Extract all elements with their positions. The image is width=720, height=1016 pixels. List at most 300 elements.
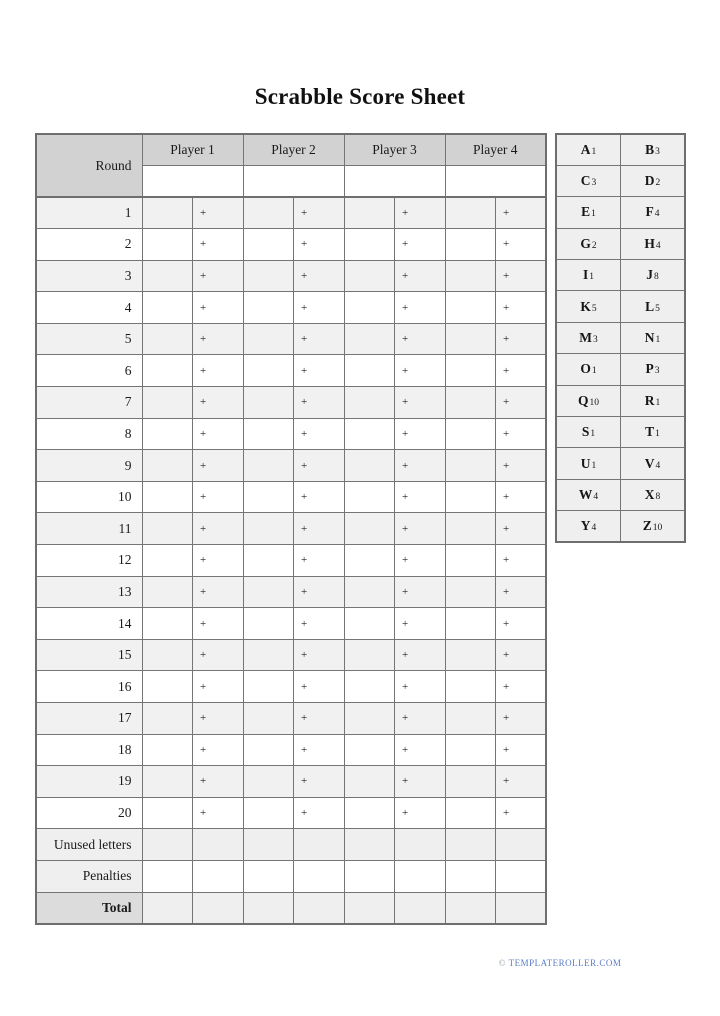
letter-value-row bbox=[556, 354, 685, 385]
player-4-score-cell[interactable] bbox=[445, 481, 496, 513]
player-3-bonus-cell[interactable]: + bbox=[395, 513, 446, 545]
player-1-score-cell[interactable] bbox=[142, 703, 193, 735]
player-2-score-cell[interactable] bbox=[243, 608, 294, 640]
player-1-bonus-cell[interactable]: + bbox=[193, 260, 244, 292]
player-3-score-cell[interactable] bbox=[344, 513, 395, 545]
player-4-score-cell[interactable] bbox=[445, 734, 496, 766]
player-3-score-cell[interactable] bbox=[344, 576, 395, 608]
player-1-score-cell[interactable] bbox=[142, 545, 193, 577]
letter-point-value: 1 bbox=[655, 429, 660, 440]
total-value-cell[interactable] bbox=[496, 892, 547, 924]
player-2-score-cell[interactable] bbox=[243, 671, 294, 703]
player-3-bonus-cell[interactable]: + bbox=[395, 608, 446, 640]
letter-value-cell bbox=[556, 385, 621, 416]
letter-point-value: 3 bbox=[655, 146, 660, 157]
round-row bbox=[36, 703, 546, 735]
player-2-score-cell[interactable] bbox=[243, 387, 294, 419]
player-2-score-cell[interactable] bbox=[243, 513, 294, 545]
player-3-bonus-cell[interactable]: + bbox=[395, 197, 446, 229]
player-2-score-cell[interactable] bbox=[243, 734, 294, 766]
letter-point-value: 4 bbox=[655, 240, 661, 251]
player-2-header: Player 2 bbox=[243, 134, 344, 165]
player-4-score-cell[interactable] bbox=[445, 671, 496, 703]
letter-glyph: A bbox=[580, 141, 591, 157]
player-1-bonus-cell[interactable]: + bbox=[193, 576, 244, 608]
player-1-score-cell[interactable] bbox=[142, 229, 193, 261]
player-3-score-cell[interactable] bbox=[344, 766, 395, 798]
letter-glyph: L bbox=[645, 298, 655, 314]
player-4-bonus-cell[interactable]: + bbox=[496, 229, 547, 261]
player-2-name-cell[interactable] bbox=[243, 165, 344, 197]
round-row bbox=[36, 387, 546, 419]
player-3-bonus-cell[interactable]: + bbox=[395, 229, 446, 261]
letter-point-value: 2 bbox=[655, 178, 661, 189]
player-2-bonus-cell[interactable]: + bbox=[294, 639, 345, 671]
player-3-bonus-cell[interactable]: + bbox=[395, 481, 446, 513]
player-4-bonus-cell[interactable]: + bbox=[496, 260, 547, 292]
player-2-bonus-cell[interactable]: + bbox=[294, 260, 345, 292]
player-3-bonus-cell[interactable]: + bbox=[395, 671, 446, 703]
player-4-bonus-cell[interactable]: + bbox=[496, 513, 547, 545]
penalties-value-cell[interactable] bbox=[193, 860, 244, 892]
player-1-bonus-cell[interactable]: + bbox=[193, 703, 244, 735]
round-number-cell: 17 bbox=[36, 703, 142, 735]
round-number-cell: 3 bbox=[36, 260, 142, 292]
round-row bbox=[36, 545, 546, 577]
letter-value-cell bbox=[621, 134, 686, 165]
player-3-bonus-cell[interactable]: + bbox=[395, 418, 446, 450]
player-1-score-cell[interactable] bbox=[142, 608, 193, 640]
round-number-cell: 18 bbox=[36, 734, 142, 766]
player-3-bonus-cell[interactable]: + bbox=[395, 639, 446, 671]
penalties-value-cell[interactable] bbox=[344, 860, 395, 892]
player-3-score-cell[interactable] bbox=[344, 639, 395, 671]
round-number-cell: 8 bbox=[36, 418, 142, 450]
unused-value-cell[interactable] bbox=[243, 829, 294, 861]
letter-value-cell bbox=[621, 165, 686, 196]
letter-value-cell bbox=[621, 322, 686, 353]
player-2-bonus-cell[interactable]: + bbox=[294, 387, 345, 419]
letter-value-row bbox=[556, 511, 685, 542]
letter-value-row bbox=[556, 228, 685, 259]
player-2-bonus-cell[interactable]: + bbox=[294, 292, 345, 324]
player-2-score-cell[interactable] bbox=[243, 197, 294, 229]
letter-point-value: 4 bbox=[591, 523, 597, 534]
player-4-bonus-cell[interactable]: + bbox=[496, 545, 547, 577]
player-3-score-cell[interactable] bbox=[344, 481, 395, 513]
player-1-score-cell[interactable] bbox=[142, 197, 193, 229]
player-1-bonus-cell[interactable]: + bbox=[193, 197, 244, 229]
letter-value-cell bbox=[621, 291, 686, 322]
round-row bbox=[36, 260, 546, 292]
player-2-bonus-cell[interactable]: + bbox=[294, 576, 345, 608]
penalties-value-cell[interactable] bbox=[445, 860, 496, 892]
round-row bbox=[36, 671, 546, 703]
player-1-score-cell[interactable] bbox=[142, 797, 193, 829]
round-number-cell: 7 bbox=[36, 387, 142, 419]
letter-value-cell bbox=[621, 448, 686, 479]
letter-point-value: 4 bbox=[654, 209, 660, 220]
player-4-score-cell[interactable] bbox=[445, 229, 496, 261]
player-1-bonus-cell[interactable]: + bbox=[193, 734, 244, 766]
player-4-bonus-cell[interactable]: + bbox=[496, 418, 547, 450]
letter-glyph: V bbox=[644, 455, 655, 471]
player-3-bonus-cell[interactable]: + bbox=[395, 260, 446, 292]
round-number-cell: 1 bbox=[36, 197, 142, 229]
player-1-score-cell[interactable] bbox=[142, 418, 193, 450]
letter-point-value: 10 bbox=[589, 397, 599, 408]
letter-value-row bbox=[556, 260, 685, 291]
player-2-bonus-cell[interactable]: + bbox=[294, 229, 345, 261]
player-3-bonus-cell[interactable]: + bbox=[395, 292, 446, 324]
letter-glyph: D bbox=[644, 173, 655, 189]
round-column-header: Round bbox=[36, 134, 142, 197]
round-number-cell: 16 bbox=[36, 671, 142, 703]
letter-glyph: C bbox=[580, 173, 591, 189]
player-3-bonus-cell[interactable]: + bbox=[395, 323, 446, 355]
round-row bbox=[36, 766, 546, 798]
player-1-name-cell[interactable] bbox=[142, 165, 243, 197]
player-3-bonus-cell[interactable]: + bbox=[395, 355, 446, 387]
letter-value-cell bbox=[556, 165, 621, 196]
player-3-score-cell[interactable] bbox=[344, 292, 395, 324]
letter-value-cell bbox=[621, 479, 686, 510]
letter-value-cell bbox=[556, 479, 621, 510]
unused-value-cell[interactable] bbox=[294, 829, 345, 861]
letter-glyph: Z bbox=[642, 518, 652, 534]
letter-value-cell bbox=[556, 260, 621, 291]
player-4-score-cell[interactable] bbox=[445, 703, 496, 735]
player-3-bonus-cell[interactable]: + bbox=[395, 387, 446, 419]
letter-value-row bbox=[556, 448, 685, 479]
player-3-score-cell[interactable] bbox=[344, 197, 395, 229]
penalties-value-cell[interactable] bbox=[294, 860, 345, 892]
round-number-cell: 15 bbox=[36, 639, 142, 671]
unused-row bbox=[36, 829, 546, 861]
total-value-cell[interactable] bbox=[445, 892, 496, 924]
player-4-bonus-cell[interactable]: + bbox=[496, 608, 547, 640]
player-2-bonus-cell[interactable]: + bbox=[294, 766, 345, 798]
letter-value-cell bbox=[556, 322, 621, 353]
letter-point-value: 5 bbox=[655, 303, 660, 314]
total-value-cell[interactable] bbox=[243, 892, 294, 924]
player-3-bonus-cell[interactable]: + bbox=[395, 576, 446, 608]
player-1-score-cell[interactable] bbox=[142, 292, 193, 324]
player-3-score-cell[interactable] bbox=[344, 387, 395, 419]
player-4-bonus-cell[interactable]: + bbox=[496, 734, 547, 766]
player-2-bonus-cell[interactable]: + bbox=[294, 197, 345, 229]
letter-point-value: 5 bbox=[591, 303, 597, 314]
player-4-score-cell[interactable] bbox=[445, 545, 496, 577]
penalties-value-cell[interactable] bbox=[243, 860, 294, 892]
letter-value-cell bbox=[556, 354, 621, 385]
player-3-bonus-cell[interactable]: + bbox=[395, 703, 446, 735]
letter-point-value: 1 bbox=[589, 272, 594, 283]
player-4-bonus-cell[interactable]: + bbox=[496, 292, 547, 324]
round-row bbox=[36, 513, 546, 545]
player-4-bonus-cell[interactable]: + bbox=[496, 766, 547, 798]
round-row bbox=[36, 323, 546, 355]
player-1-score-cell[interactable] bbox=[142, 450, 193, 482]
round-number-cell: 11 bbox=[36, 513, 142, 545]
player-2-bonus-cell[interactable]: + bbox=[294, 797, 345, 829]
player-4-bonus-cell[interactable]: + bbox=[496, 639, 547, 671]
player-3-bonus-cell[interactable]: + bbox=[395, 545, 446, 577]
letter-point-value: 10 bbox=[652, 523, 663, 534]
letter-value-cell bbox=[556, 197, 621, 228]
player-2-bonus-cell[interactable]: + bbox=[294, 481, 345, 513]
round-number-cell: 4 bbox=[36, 292, 142, 324]
player-3-score-cell[interactable] bbox=[344, 545, 395, 577]
player-4-bonus-cell[interactable]: + bbox=[496, 323, 547, 355]
round-number-cell: 10 bbox=[36, 481, 142, 513]
player-1-score-cell[interactable] bbox=[142, 766, 193, 798]
player-3-score-cell[interactable] bbox=[344, 703, 395, 735]
letter-point-value: 3 bbox=[591, 178, 597, 189]
player-3-score-cell[interactable] bbox=[344, 450, 395, 482]
player-1-score-cell[interactable] bbox=[142, 639, 193, 671]
round-number-cell: 12 bbox=[36, 545, 142, 577]
letter-value-cell bbox=[556, 511, 621, 542]
player-2-bonus-cell[interactable]: + bbox=[294, 418, 345, 450]
letter-point-value: 8 bbox=[654, 272, 659, 283]
player-2-score-cell[interactable] bbox=[243, 481, 294, 513]
player-4-score-cell[interactable] bbox=[445, 513, 496, 545]
player-4-bonus-cell[interactable]: + bbox=[496, 387, 547, 419]
letter-glyph: Q bbox=[577, 392, 589, 408]
player-4-score-cell[interactable] bbox=[445, 797, 496, 829]
player-4-score-cell[interactable] bbox=[445, 639, 496, 671]
player-4-score-cell[interactable] bbox=[445, 197, 496, 229]
player-2-bonus-cell[interactable]: + bbox=[294, 450, 345, 482]
total-value-cell[interactable] bbox=[395, 892, 446, 924]
letter-value-cell bbox=[556, 228, 621, 259]
letter-value-row bbox=[556, 291, 685, 322]
letter-value-row bbox=[556, 322, 685, 353]
player-2-bonus-cell[interactable]: + bbox=[294, 545, 345, 577]
player-1-bonus-cell[interactable]: + bbox=[193, 323, 244, 355]
player-1-score-cell[interactable] bbox=[142, 513, 193, 545]
unused-value-cell[interactable] bbox=[395, 829, 446, 861]
player-2-score-cell[interactable] bbox=[243, 323, 294, 355]
player-1-score-cell[interactable] bbox=[142, 260, 193, 292]
letter-value-cell bbox=[621, 228, 686, 259]
round-row bbox=[36, 355, 546, 387]
round-number-cell: 14 bbox=[36, 608, 142, 640]
player-3-score-cell[interactable] bbox=[344, 229, 395, 261]
round-row bbox=[36, 797, 546, 829]
letter-point-value: 3 bbox=[654, 366, 660, 377]
letter-value-cell bbox=[621, 354, 686, 385]
player-2-bonus-cell[interactable]: + bbox=[294, 355, 345, 387]
letter-glyph: B bbox=[645, 141, 655, 157]
round-row bbox=[36, 639, 546, 671]
unused-label-cell: Unused letters bbox=[36, 829, 142, 861]
player-1-bonus-cell[interactable]: + bbox=[193, 671, 244, 703]
player-4-bonus-cell[interactable]: + bbox=[496, 703, 547, 735]
player-4-score-cell[interactable] bbox=[445, 576, 496, 608]
letter-values-table bbox=[555, 133, 686, 543]
player-1-bonus-cell[interactable]: + bbox=[193, 387, 244, 419]
player-1-bonus-cell[interactable]: + bbox=[193, 481, 244, 513]
total-row bbox=[36, 892, 546, 924]
copyright-symbol: © bbox=[498, 958, 506, 968]
player-2-score-cell[interactable] bbox=[243, 639, 294, 671]
player-4-score-cell[interactable] bbox=[445, 292, 496, 324]
player-header-row bbox=[36, 134, 546, 165]
player-4-bonus-cell[interactable]: + bbox=[496, 450, 547, 482]
player-3-score-cell[interactable] bbox=[344, 671, 395, 703]
player-3-score-cell[interactable] bbox=[344, 734, 395, 766]
total-value-cell[interactable] bbox=[142, 892, 193, 924]
total-value-cell[interactable] bbox=[344, 892, 395, 924]
letter-glyph: N bbox=[644, 330, 655, 346]
letter-value-row bbox=[556, 165, 685, 196]
player-4-bonus-cell[interactable]: + bbox=[496, 481, 547, 513]
round-number-cell: 6 bbox=[36, 355, 142, 387]
player-3-score-cell[interactable] bbox=[344, 355, 395, 387]
penalties-value-cell[interactable] bbox=[496, 860, 547, 892]
round-number-cell: 9 bbox=[36, 450, 142, 482]
player-2-score-cell[interactable] bbox=[243, 418, 294, 450]
letter-value-cell bbox=[556, 417, 621, 448]
letter-point-value: 4 bbox=[655, 460, 661, 471]
player-3-score-cell[interactable] bbox=[344, 260, 395, 292]
player-2-score-cell[interactable] bbox=[243, 355, 294, 387]
round-number-cell: 5 bbox=[36, 323, 142, 355]
letter-value-row bbox=[556, 134, 685, 165]
letter-value-row bbox=[556, 197, 685, 228]
player-4-bonus-cell[interactable]: + bbox=[496, 197, 547, 229]
player-4-score-cell[interactable] bbox=[445, 387, 496, 419]
player-2-score-cell[interactable] bbox=[243, 545, 294, 577]
total-value-cell[interactable] bbox=[193, 892, 244, 924]
letter-point-value: 1 bbox=[655, 335, 661, 346]
player-2-bonus-cell[interactable]: + bbox=[294, 671, 345, 703]
footer-credit-text: TEMPLATEROLLER.COM bbox=[508, 958, 622, 968]
player-4-score-cell[interactable] bbox=[445, 260, 496, 292]
player-1-bonus-cell[interactable]: + bbox=[193, 766, 244, 798]
player-4-score-cell[interactable] bbox=[445, 355, 496, 387]
player-2-score-cell[interactable] bbox=[243, 229, 294, 261]
round-number-cell: 20 bbox=[36, 797, 142, 829]
unused-value-cell[interactable] bbox=[344, 829, 395, 861]
player-4-bonus-cell[interactable]: + bbox=[496, 355, 547, 387]
letter-value-row bbox=[556, 479, 685, 510]
player-1-bonus-cell[interactable]: + bbox=[193, 639, 244, 671]
player-1-score-cell[interactable] bbox=[142, 671, 193, 703]
player-1-score-cell[interactable] bbox=[142, 355, 193, 387]
penalties-value-cell[interactable] bbox=[395, 860, 446, 892]
player-3-score-cell[interactable] bbox=[344, 608, 395, 640]
letter-glyph: X bbox=[644, 486, 655, 502]
player-4-score-cell[interactable] bbox=[445, 323, 496, 355]
letter-value-cell bbox=[621, 417, 686, 448]
player-2-score-cell[interactable] bbox=[243, 766, 294, 798]
player-1-score-cell[interactable] bbox=[142, 576, 193, 608]
letter-glyph: F bbox=[645, 204, 654, 220]
player-4-bonus-cell[interactable]: + bbox=[496, 797, 547, 829]
player-3-bonus-cell[interactable]: + bbox=[395, 734, 446, 766]
player-1-bonus-cell[interactable]: + bbox=[193, 229, 244, 261]
player-2-bonus-cell[interactable]: + bbox=[294, 703, 345, 735]
player-2-score-cell[interactable] bbox=[243, 703, 294, 735]
player-4-name-cell[interactable] bbox=[445, 165, 546, 197]
player-4-score-cell[interactable] bbox=[445, 766, 496, 798]
player-1-bonus-cell[interactable]: + bbox=[193, 545, 244, 577]
letter-glyph: U bbox=[580, 455, 591, 471]
player-1-bonus-cell[interactable]: + bbox=[193, 797, 244, 829]
player-3-score-cell[interactable] bbox=[344, 323, 395, 355]
player-2-score-cell[interactable] bbox=[243, 292, 294, 324]
player-1-bonus-cell[interactable]: + bbox=[193, 513, 244, 545]
player-3-bonus-cell[interactable]: + bbox=[395, 766, 446, 798]
unused-value-cell[interactable] bbox=[142, 829, 193, 861]
player-1-bonus-cell[interactable]: + bbox=[193, 608, 244, 640]
letter-glyph: E bbox=[581, 204, 591, 220]
penalties-value-cell[interactable] bbox=[142, 860, 193, 892]
player-3-score-cell[interactable] bbox=[344, 797, 395, 829]
player-3-name-cell[interactable] bbox=[344, 165, 445, 197]
letter-glyph: Y bbox=[580, 518, 591, 534]
player-2-bonus-cell[interactable]: + bbox=[294, 608, 345, 640]
player-2-bonus-cell[interactable]: + bbox=[294, 513, 345, 545]
unused-value-cell[interactable] bbox=[496, 829, 547, 861]
player-2-score-cell[interactable] bbox=[243, 260, 294, 292]
player-2-bonus-cell[interactable]: + bbox=[294, 323, 345, 355]
player-1-bonus-cell[interactable]: + bbox=[193, 418, 244, 450]
player-3-bonus-cell[interactable]: + bbox=[395, 797, 446, 829]
letter-value-cell bbox=[556, 134, 621, 165]
round-row bbox=[36, 292, 546, 324]
total-value-cell[interactable] bbox=[294, 892, 345, 924]
player-1-score-cell[interactable] bbox=[142, 323, 193, 355]
player-4-score-cell[interactable] bbox=[445, 450, 496, 482]
player-1-bonus-cell[interactable]: + bbox=[193, 292, 244, 324]
page-title: Scrabble Score Sheet bbox=[254, 84, 466, 109]
player-3-bonus-cell[interactable]: + bbox=[395, 450, 446, 482]
player-1-bonus-cell[interactable]: + bbox=[193, 355, 244, 387]
letter-point-value: 1 bbox=[591, 366, 597, 377]
player-4-score-cell[interactable] bbox=[445, 608, 496, 640]
unused-value-cell[interactable] bbox=[193, 829, 244, 861]
letter-glyph: O bbox=[580, 361, 591, 377]
letter-point-value: 1 bbox=[591, 460, 597, 471]
player-4-bonus-cell[interactable]: + bbox=[496, 671, 547, 703]
unused-value-cell[interactable] bbox=[445, 829, 496, 861]
letter-value-cell bbox=[556, 448, 621, 479]
player-4-score-cell[interactable] bbox=[445, 418, 496, 450]
player-1-score-cell[interactable] bbox=[142, 734, 193, 766]
player-4-bonus-cell[interactable]: + bbox=[496, 576, 547, 608]
letter-value-row bbox=[556, 385, 685, 416]
player-2-score-cell[interactable] bbox=[243, 576, 294, 608]
round-row bbox=[36, 734, 546, 766]
player-1-score-cell[interactable] bbox=[142, 387, 193, 419]
footer-credit bbox=[455, 958, 665, 968]
player-1-score-cell[interactable] bbox=[142, 481, 193, 513]
penalties-label-cell: Penalties bbox=[36, 860, 142, 892]
player-3-score-cell[interactable] bbox=[344, 418, 395, 450]
player-2-score-cell[interactable] bbox=[243, 450, 294, 482]
player-1-bonus-cell[interactable]: + bbox=[193, 450, 244, 482]
letter-point-value: 3 bbox=[593, 335, 598, 346]
round-row bbox=[36, 481, 546, 513]
player-2-score-cell[interactable] bbox=[243, 797, 294, 829]
letter-glyph: W bbox=[578, 486, 593, 502]
player-2-bonus-cell[interactable]: + bbox=[294, 734, 345, 766]
letter-point-value: 8 bbox=[655, 491, 661, 502]
